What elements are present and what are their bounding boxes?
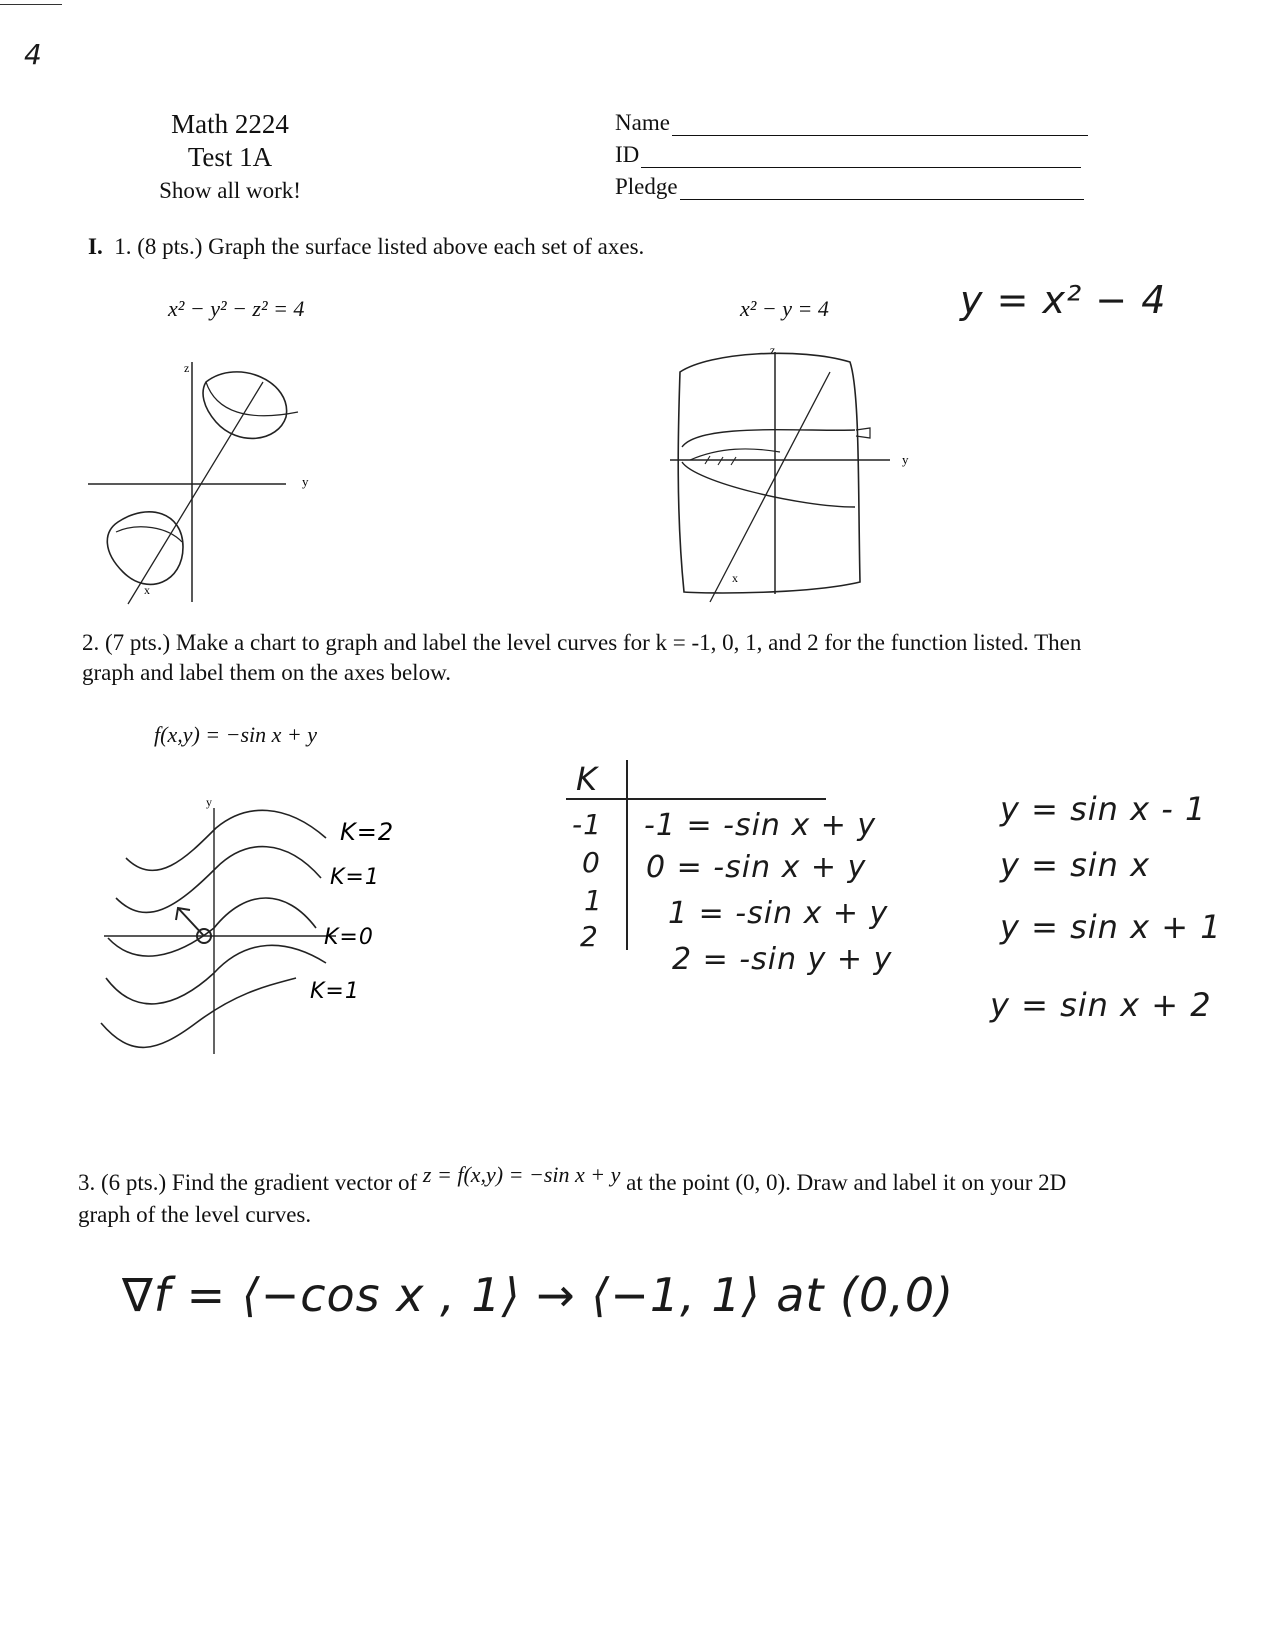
question-3-function: z = f(x,y) = −sin x + y (422, 1162, 621, 1187)
question-3-line-2: graph of the level curves. (78, 1202, 312, 1227)
gradient-answer: ∇f = ⟨−cos x , 1⟩ → ⟨−1, 1⟩ at (0,0) (122, 1268, 955, 1322)
q2-function: f(x,y) = −sin x + y (154, 722, 318, 747)
header-course-block (120, 108, 340, 207)
hatch-3 (731, 457, 736, 465)
course-title: Math 2224 (171, 109, 289, 139)
question-1-text (88, 232, 644, 262)
margin-mark: 4 (24, 38, 43, 71)
pledge-field[interactable] (615, 174, 1084, 200)
q1-right-graph (670, 332, 930, 612)
table-header-rule (566, 798, 826, 800)
level-curves-graph (96, 795, 426, 1068)
id-label: ID (615, 142, 640, 167)
q1-left-graph (88, 352, 328, 612)
label-k-1: K=1 (310, 979, 360, 1004)
curve-k0 (108, 898, 316, 956)
curve-km1 (106, 945, 326, 1004)
table-header-k: K (576, 760, 598, 798)
lower-parabola (682, 462, 855, 507)
curve-k1 (116, 847, 321, 913)
x-axis (128, 382, 263, 604)
table-eq-row-4: 2 = -sin y + y (672, 942, 893, 977)
section-label: I. (88, 234, 103, 259)
x-axis (710, 372, 830, 602)
table-k-row-3: 1 (584, 884, 603, 917)
name-line[interactable] (672, 117, 1088, 136)
table-k-row-2: 0 (582, 846, 601, 879)
id-line[interactable] (641, 149, 1081, 168)
lower-sheet (107, 512, 183, 585)
lower-sheet-curve (116, 527, 182, 542)
curve-extra (101, 978, 296, 1047)
z-axis-label: z (770, 343, 776, 357)
handwritten-y-equals: y = x² − 4 (960, 278, 1167, 322)
gradient-arrow (178, 908, 204, 936)
x-axis-label: x (144, 583, 150, 597)
y-axis-label: y (206, 795, 212, 809)
question-3-line-1 (78, 1162, 1067, 1198)
solution-row-3: y = sin x + 1 (1000, 908, 1222, 946)
x-axis-label: x (732, 571, 738, 585)
solution-row-1: y = sin x - 1 (1000, 790, 1207, 828)
test-title: Test 1A (187, 142, 273, 172)
table-k-row-1: -1 (572, 808, 602, 841)
z-axis-label: z (184, 361, 190, 375)
question-2-line-1: 2. (7 pts.) Make a chart to graph and label the level curves for k = -1, 0, 1, and 2 for the function listed. Then (82, 630, 1082, 655)
table-eq-row-2: 0 = -sin x + y (646, 850, 867, 885)
id-field[interactable] (615, 142, 1081, 168)
y-axis-label: y (902, 452, 909, 467)
pledge-line[interactable] (680, 181, 1084, 200)
table-k-row-4: 2 (580, 920, 599, 953)
name-label: Name (615, 110, 670, 135)
question-2-line-2: graph and label them on the axes below. (82, 660, 451, 685)
question-3-prefix: 3. (6 pts.) Find the gradient vector of (78, 1170, 418, 1195)
label-k2: K=2 (340, 818, 395, 846)
instruction-text: Show all work! (159, 178, 301, 203)
solution-row-4: y = sin x + 2 (990, 986, 1212, 1024)
label-k0: K=0 (324, 925, 374, 950)
q1-equation-left: x² − y² − z² = 4 (168, 296, 305, 321)
solution-row-2: y = sin x (1000, 846, 1151, 884)
curve-k2 (126, 810, 326, 870)
label-k1: K=1 (330, 865, 380, 890)
hatch-2 (718, 457, 723, 465)
table-eq-row-1: -1 = -sin x + y (644, 808, 877, 843)
question-1-prompt: 1. (8 pts.) Graph the surface listed above each set of axes. (114, 234, 645, 259)
y-axis-label: y (302, 474, 309, 489)
top-rule (0, 4, 62, 5)
table-divider (626, 760, 628, 950)
upper-sheet (203, 372, 287, 439)
pledge-label: Pledge (615, 174, 678, 199)
upper-parabola (682, 430, 855, 447)
question-3-suffix: at the point (0, 0). Draw and label it on your 2D (626, 1170, 1067, 1195)
q1-equation-right: x² − y = 4 (740, 296, 829, 321)
cylinder-outline (678, 353, 860, 593)
name-field[interactable] (615, 110, 1088, 136)
table-eq-row-3: 1 = -sin x + y (668, 896, 889, 931)
